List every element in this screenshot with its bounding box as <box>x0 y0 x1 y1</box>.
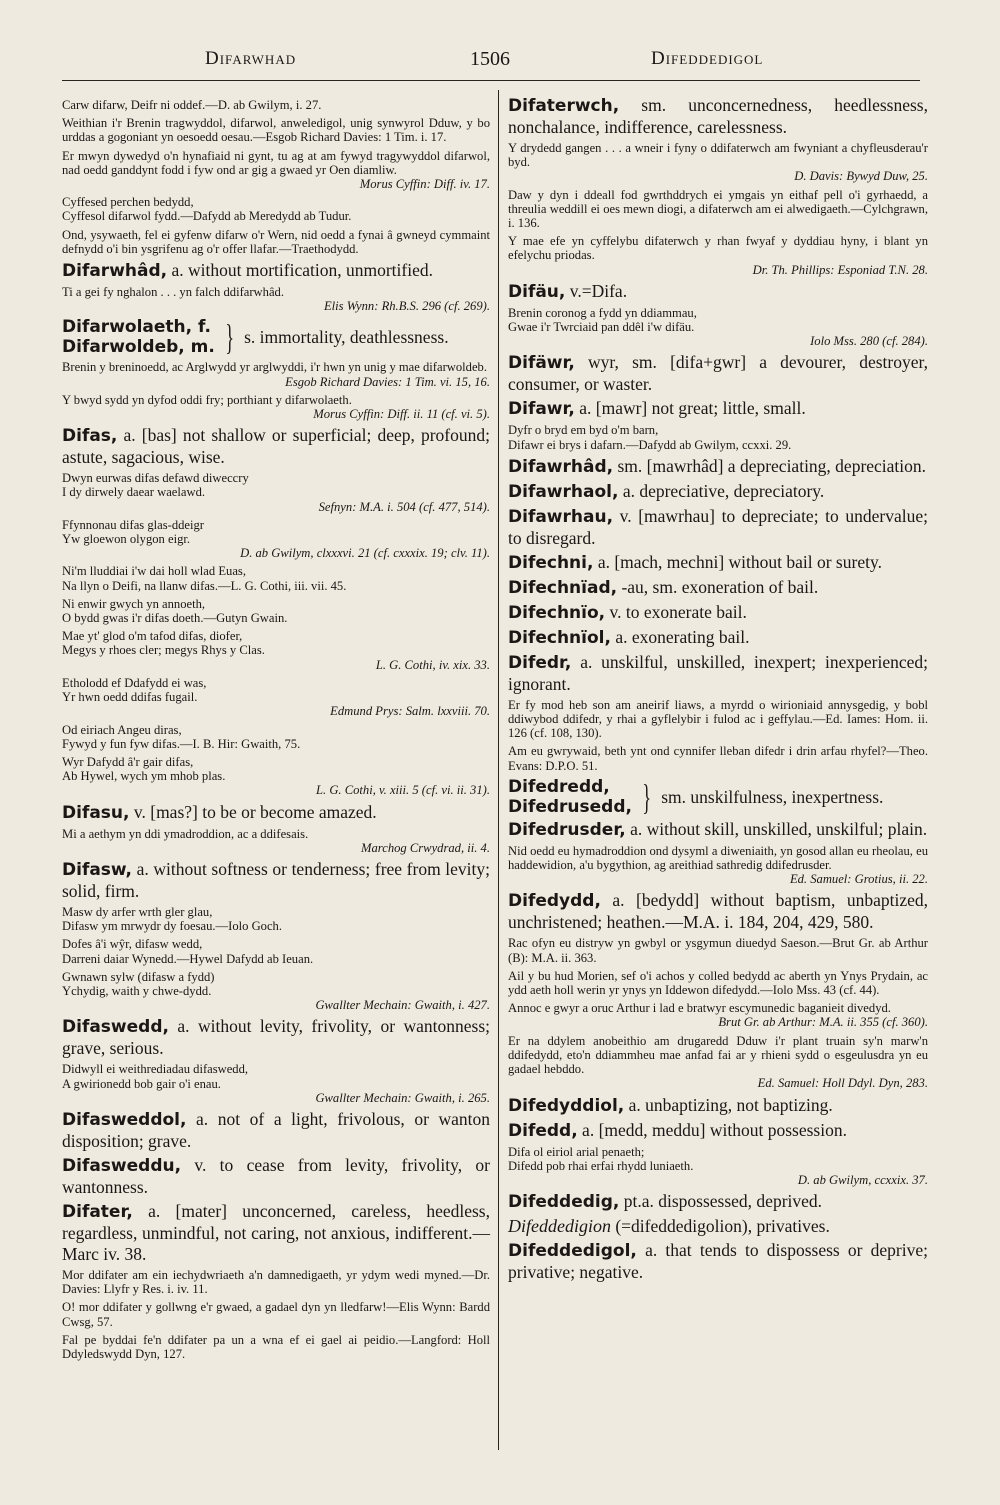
dictionary-entry <box>508 1216 928 1237</box>
quote-line: Am eu gwrywaid, beth ynt ond cynnifer lleban difedr i drin arfau rhyfel?—Theo. Evans: D.P.O. 51. <box>508 744 928 773</box>
entry-definition: s. immortality, deathlessness. <box>244 327 449 348</box>
quote-line: Cyffesed perchen bedydd, <box>62 195 194 210</box>
citation-quote <box>62 393 490 421</box>
entry-headword: Difeddedig, <box>508 1192 620 1213</box>
entry-headword: Difechnïo, <box>508 602 606 623</box>
quote-line: Ychydig, waith y chwe-dydd. <box>62 983 212 998</box>
dictionary-entry <box>508 1095 928 1117</box>
quote-line: Difa ol eiriol arial penaeth; <box>508 1144 645 1159</box>
citation-source: D. ab Gwilym, clxxxvi. 21 (cf. cxxxix. 19; clv. 11). <box>240 546 490 561</box>
entry-definition: v. [mawrhau] to depreciate; to undervalue; to disregard. <box>508 505 928 548</box>
quote-line: Annoc e gwyr a oruc Arthur i lad e bratwyr escymunedic baganieit divedyd. <box>508 1001 891 1016</box>
entry-headword: Difeddedigion <box>508 1216 611 1237</box>
entry-definition: a. without softness or tenderness; free from levity; solid, firm. <box>62 858 490 901</box>
dictionary-entry <box>508 890 928 933</box>
entry-headword: Difasu, <box>62 802 130 823</box>
entry-definition: v. to cease from levity, frivolity, or wantonness. <box>62 1154 490 1197</box>
quote-line: A gwirionedd bob gair o'i enau. <box>62 1076 221 1091</box>
dictionary-entry <box>62 1155 490 1198</box>
dictionary-entry-pair <box>508 777 928 817</box>
quote-line: Y bwyd sydd yn dyfod oddi fry; porthiant y difarwolaeth. <box>62 392 352 407</box>
citation-quote <box>508 936 928 964</box>
quote-line: Ffynnonau difas glas-ddeigr <box>62 517 204 532</box>
dictionary-entry <box>508 627 928 649</box>
dictionary-entry <box>508 819 928 841</box>
citation-quote <box>62 1333 490 1361</box>
entry-definition: a. depreciative, depreciatory. <box>618 480 825 501</box>
citation-source: Ed. Samuel: Grotius, ii. 22. <box>789 872 928 887</box>
dictionary-entry <box>62 802 490 824</box>
citation-quote <box>62 471 490 514</box>
quote-line: Er na ddylem anobeithio am drugaredd Dduw i'r plant truain sy'n marw'n ddifedydd, eto'n ddiammheu mae anfad fai ar y rhieni sydd o esgeulusdra yn eu gadael hebddo. <box>508 1033 928 1077</box>
dictionary-entry <box>508 352 928 395</box>
citation-source: Gwallter Mechain: Gwaith, i. 265. <box>315 1090 490 1105</box>
quote-line: Difawr ei brys i dafarn.—Dafydd ab Gwilym, ccxxi. 29. <box>508 437 792 452</box>
quote-line: Ti a gei fy nghalon . . . yn falch ddifarwhâd. <box>62 285 284 300</box>
quote-line: Mor ddifater am ein iechydwriaeth a'n damnedigaeth, yr ydym wedi myned.—Dr. Davies: Llyfr y Res. i. iv. 11. <box>62 1267 490 1297</box>
entry-definition: a. without mortification, unmortified. <box>167 260 433 281</box>
entry-headword-group <box>508 777 632 817</box>
quote-line: Fywyd y fun fyw difas.—I. B. Hir: Gwaith, 75. <box>62 736 301 751</box>
entry-definition: wyr, sm. [difa+gwr] a devourer, destroyer, consumer, or waster. <box>508 352 928 395</box>
quote-line: Ail y bu hud Morien, sef o'i achos y colled bedydd ac aberth yn Ynys Prydain, ac ydd aeth holl werin yr ynys yn Iddewon difedydd.—Iolo Mss. 43 (cf. 44). <box>508 968 928 998</box>
citation-source: Iolo Mss. 280 (cf. 284). <box>810 334 928 349</box>
quote-line: Ond, ysywaeth, fel ei gyfenw difarw o'r Wern, nid oedd a fynai â gwneyd cymmaint defnydd o'i bin ysgrifenu ag o'r offer llafar.—Traethodydd. <box>62 227 490 256</box>
entry-definition: a. without skill, unskilled, unskilful; plain. <box>625 818 928 839</box>
citation-source: D. Davis: Bywyd Duw, 25. <box>794 169 928 184</box>
citation-source: Edmund Prys: Salm. lxxviii. 70. <box>330 704 490 719</box>
entry-headword: Difarwhâd, <box>62 261 168 282</box>
entry-definition: a. unbaptizing, not baptizing. <box>624 1094 833 1115</box>
quote-line: Dwyn eurwas difas defawd diweccry <box>62 471 249 486</box>
quote-line: Y mae efe yn cyffelybu difaterwch y rhan fwyaf y dyddiau hyny, i blant yn efelychu priodas. <box>508 234 928 263</box>
quote-line: Dofes â'i wŷr, difasw wedd, <box>62 937 203 952</box>
citation-quote <box>508 1145 928 1188</box>
citation-quote <box>62 629 490 672</box>
entry-definition: a. unskilful, unskilled, inexpert; inexperienced; ignorant. <box>508 651 928 694</box>
dictionary-entry <box>62 1109 490 1152</box>
entry-definition: a. [mach, mechni] without bail or surety. <box>593 551 882 572</box>
quote-line: Ab Hywel, wych ym mhob plas. <box>62 769 226 784</box>
quote-line: Nid oedd eu hymadroddion ond dysyml a diweniaith, yn gosod allan eu rheolau, eu haddewidion, a'u bygythion, ag areithiad sathredig ddifedrusder. <box>508 843 928 873</box>
quote-line: Rac ofyn eu distryw yn gwbyl or ysgymun diuedyd Saeson.—Brut Gr. ab Arthur (B): M.A. ii. 363. <box>508 936 928 965</box>
quote-line: Yw gloewon olygon eigr. <box>62 532 191 547</box>
quote-line: Wyr Dafydd â'r gair difas, <box>62 754 194 769</box>
entry-headword: Difater, <box>62 1201 133 1222</box>
quote-line: Fal pe byddai fe'n ddifater pa un a wna ef ei gael ai peidio.—Langford: Holl Ddyledswydd Dyn, 127. <box>62 1332 490 1361</box>
entry-definition: -au, sm. exoneration of bail. <box>617 576 819 597</box>
citation-quote <box>62 937 490 965</box>
citation-quote <box>62 1062 490 1105</box>
entry-headword: Difawr, <box>508 399 575 420</box>
entry-definition: a. not of a light, frivolous, or wanton disposition; grave. <box>62 1108 490 1151</box>
citation-source: L. G. Cothi, v. xiii. 5 (cf. vi. ii. 31). <box>316 783 490 798</box>
citation-quote <box>62 597 490 625</box>
page-number: 1506 <box>470 48 510 70</box>
quote-line: I dy dirwely daear waelawd. <box>62 485 206 500</box>
entry-headword: Difasw, <box>62 859 133 880</box>
dictionary-entry <box>508 95 928 138</box>
dictionary-entry <box>508 1191 928 1213</box>
entry-definition: a. [bedydd] without baptism, unbaptized, unchristened; heathen.—M.A. i. 184, 204, 429, 580. <box>508 890 928 933</box>
entry-definition: a. [medd, meddu] without possession. <box>577 1119 847 1140</box>
citation-source: Marchog Crwydrad, ii. 4. <box>361 840 490 855</box>
entry-definition: v. to exonerate bail. <box>605 601 747 622</box>
entry-headword: Difechnïol, <box>508 627 611 648</box>
dictionary-entry <box>508 1120 928 1142</box>
entry-headword: Difechni, <box>508 552 594 573</box>
quote-line: Dyfr o bryd em byd o'm barn, <box>508 423 659 438</box>
entry-definition: sm. unskilfulness, inexpertness. <box>661 786 884 807</box>
quote-line: Etholodd ef Ddafydd ei was, <box>62 675 207 690</box>
dictionary-entry <box>508 481 928 503</box>
dictionary-entry <box>62 1016 490 1059</box>
right-column <box>508 95 928 1286</box>
citation-source: Dr. Th. Phillips: Esponiad T.N. 28. <box>752 262 928 277</box>
entry-definition: (=difeddedigolion), privatives. <box>610 1216 830 1237</box>
quote-line: Weithian i'r Brenin tragwyddol, difarwol, anweledigol, unig synwyrol Dduw, y bo urddas a gogoniant yn oesoedd oesau.—Esgob Richard Davies: 1 Tim. i. 17. <box>62 116 490 145</box>
citation-quote <box>508 188 928 231</box>
citation-quote <box>62 755 490 798</box>
quote-line: Na llyn o Deifi, na llanw difas.—L. G. Cothi, iii. vii. 45. <box>62 578 347 593</box>
quote-line: Brenin coronog a fydd yn ddiammau, <box>508 305 697 320</box>
dictionary-entry <box>508 577 928 599</box>
citation-source: Brut Gr. ab Arthur: M.A. ii. 355 (cf. 360). <box>718 1015 928 1030</box>
quote-line: Yr hwn oedd ddifas fugail. <box>62 690 198 705</box>
citation-quote <box>62 676 490 719</box>
citation-source: Esgob Richard Davies: 1 Tim. vi. 15, 16. <box>285 374 490 389</box>
quote-line: Brenin y breninoedd, ac Arglwydd yr arglwyddi, i'r hwn yn unig y mae difarwoldeb. <box>62 360 488 375</box>
dictionary-entry <box>508 456 928 478</box>
entry-headword: Difarwoldeb, m. <box>62 337 215 358</box>
citation-source: Gwallter Mechain: Gwaith, i. 427. <box>315 998 490 1013</box>
quote-line: Difedd pob rhai erfai rhydd luniaeth. <box>508 1158 694 1173</box>
quote-line: Darreni daiar Wynedd.—Hywel Dafydd ab Ieuan. <box>62 951 314 966</box>
citation-quote <box>508 744 928 772</box>
dictionary-entry <box>508 652 928 695</box>
entry-headword: Difarwolaeth, f. <box>62 317 211 338</box>
quote-line: Gwae i'r Twrciaid pan ddêl i'w difäu. <box>508 320 695 335</box>
entry-headword: Difedredd, <box>508 776 610 797</box>
quote-line: Carw difarw, Deifr ni oddef.—D. ab Gwilym, i. 27. <box>62 98 322 112</box>
header-rule <box>62 80 920 81</box>
quote-line: Cyffesol difarwol fydd.—Dafydd ab Meredydd ab Tudur. <box>62 209 352 224</box>
entry-definition: pt.a. dispossessed, deprived. <box>619 1191 823 1212</box>
entry-headword: Difaterwch, <box>508 96 620 116</box>
entry-definition: sm. unconcernedness, heedlessness, nonchalance, indifference, carelessness. <box>508 95 928 137</box>
dictionary-entry <box>62 1201 490 1265</box>
citation-quote <box>508 234 928 277</box>
citation-quote <box>62 723 490 751</box>
dictionary-entry <box>508 1240 928 1283</box>
citation-quote <box>508 423 928 451</box>
entry-headword: Difaswedd, <box>62 1017 169 1038</box>
running-head-right: Difeddedigol <box>651 48 764 69</box>
entry-headword: Difedydd, <box>508 891 601 912</box>
brace-glyph: } <box>642 776 651 817</box>
entry-headword: Difeddedigol, <box>508 1241 637 1262</box>
quote-line: O! mor ddifater y gollwng e'r gwaed, a gadael dyn yn lledfarw!—Elis Wynn: Bardd Cwsg, 57. <box>62 1300 490 1329</box>
citation-quote <box>62 1300 490 1328</box>
entry-headword: Difawrhaol, <box>508 481 619 502</box>
citation-quote <box>62 116 490 144</box>
citation-source: L. G. Cothi, iv. xix. 33. <box>375 657 490 672</box>
entry-definition: a. without levity, frivolity, or wantonness; grave, serious. <box>62 1016 490 1059</box>
quote-line: Difasw ym mrwydr dy foesau.—Iolo Goch. <box>62 919 282 934</box>
quote-line: Daw y dyn i ddeall fod gwrthddrych ei ymgais yn eithaf pell o'i gyrhaedd, a threulia weddill ei oes mewn diogi, a difaterwch am ei alwedigaeth.—Cylchgrawn, i. 136. <box>508 187 928 231</box>
quote-line: Er mwyn dywedyd o'n hynafiaid ni gynt, tu ag at am fywyd tragywyddol difarwol, nad oedd ganddynt fodd i fyw ond ar gig a gwaed yr Oen diamliw. <box>62 148 490 177</box>
entry-headword: Difasweddu, <box>62 1155 182 1176</box>
entry-headword: Difawrhau, <box>508 506 614 527</box>
citation-quote <box>508 844 928 887</box>
entry-headword: Difedrusder, <box>508 819 626 840</box>
citation-quote <box>62 195 490 223</box>
quote-line: Y drydedd gangen . . . a wneir i fyny o ddifaterwch am fwyniant a chyfleusderau'r byd. <box>508 141 928 170</box>
citation-source: D. ab Gwilym, ccxxix. 37. <box>797 1172 928 1187</box>
entry-headword: Difas, <box>62 426 118 447</box>
dictionary-entry <box>62 859 490 902</box>
entry-headword: Difäwr, <box>508 353 575 374</box>
dictionary-entry <box>508 506 928 549</box>
entry-definition: a. [mawr] not great; little, small. <box>574 398 806 419</box>
citation-quote <box>62 98 490 112</box>
citation-quote <box>508 969 928 997</box>
entry-headword: Difedrusedd, <box>508 796 632 817</box>
entry-definition: a. exonerating bail. <box>610 626 750 647</box>
citation-quote <box>62 518 490 561</box>
quote-line: Megys y rhoes cler; megys Rhys y Clas. <box>62 643 265 658</box>
brace-glyph: } <box>225 317 234 358</box>
entry-headword-group <box>62 317 215 357</box>
quote-line: Ni enwir gwych yn annoeth, <box>62 596 206 611</box>
quote-line: Didwyll ei weithrediadau difaswedd, <box>62 1062 249 1077</box>
quote-line: Mae yt' glod o'm tafod difas, diofer, <box>62 629 243 644</box>
dictionary-entry-pair <box>62 317 490 357</box>
entry-definition: v. [mas?] to be or become amazed. <box>129 801 377 822</box>
dictionary-entry <box>508 281 928 303</box>
citation-quote <box>508 306 928 349</box>
citation-quote <box>62 360 490 388</box>
citation-quote <box>62 149 490 192</box>
quote-line: O bydd gwas i'r difas doeth.—Gutyn Gwain. <box>62 611 288 626</box>
entry-definition: a. that tends to dispossess or deprive; privative; negative. <box>508 1240 928 1283</box>
citation-source: Elis Wynn: Rh.B.S. 296 (cf. 269). <box>323 299 490 314</box>
citation-source: Ed. Samuel: Holl Ddyl. Dyn, 283. <box>757 1076 928 1091</box>
citation-quote <box>62 970 490 1013</box>
entry-definition: v.=Difa. <box>565 280 628 301</box>
quote-line: Mi a aethym yn ddi ymadroddion, ac a ddifesais. <box>62 826 309 841</box>
entry-definition: sm. [mawrhâd] a depreciating, depreciation. <box>613 455 927 476</box>
entry-headword: Difechnïad, <box>508 577 618 598</box>
citation-source: Morus Cyffin: Diff. iv. 17. <box>359 177 490 192</box>
citation-quote <box>62 228 490 256</box>
left-column <box>62 95 490 1365</box>
entry-headword: Difedd, <box>508 1120 578 1141</box>
quote-line: Od eiriach Angeu diras, <box>62 722 182 737</box>
citation-quote <box>62 905 490 933</box>
dictionary-entry <box>508 552 928 574</box>
citation-quote <box>62 827 490 855</box>
entry-definition: a. [mater] unconcerned, careless, heedless, regardless, unmindful, not caring, not anxious, indifferent.—Marc iv. 38. <box>62 1200 490 1264</box>
citation-quote <box>508 141 928 184</box>
quote-line: Gwnawn sylw (difasw a fydd) <box>62 969 215 984</box>
dictionary-entry <box>508 602 928 624</box>
citation-source: Sefnyn: M.A. i. 504 (cf. 477, 514). <box>318 499 490 514</box>
citation-quote <box>62 1268 490 1296</box>
quote-line: Er fy mod heb son am aneirif liaws, a myrdd o wirioniaid annysgedig, y bobl ddiwybod ddifedr, y rhai a gyflelybir i fulod ac i geffylau.—Ed. Iames: Hom. ii. 126 (cf. 108, 130). <box>508 697 928 741</box>
dictionary-entry <box>62 260 490 282</box>
entry-headword: Difäu, <box>508 281 566 302</box>
citation-quote <box>508 1034 928 1091</box>
entry-definition: a. [bas] not shallow or superficial; deep, profound; astute, sagacious, wise. <box>62 425 490 468</box>
quote-line: Ni'm lluddiai i'w dai holl wlad Euas, <box>62 564 246 579</box>
column-divider <box>498 90 499 1450</box>
dictionary-entry <box>62 425 490 468</box>
entry-headword: Difedr, <box>508 652 572 673</box>
entry-headword: Difasweddol, <box>62 1109 187 1130</box>
citation-quote <box>62 564 490 592</box>
citation-quote <box>508 698 928 741</box>
running-head-left: Difarwhad <box>205 48 297 69</box>
quote-line: Masw dy arfer wrth gler glau, <box>62 904 213 919</box>
entry-headword: Difawrhâd, <box>508 456 614 477</box>
citation-quote <box>62 285 490 313</box>
citation-quote <box>508 1001 928 1029</box>
dictionary-entry <box>508 398 928 420</box>
entry-headword: Difedyddiol, <box>508 1095 625 1116</box>
citation-source: Morus Cyffin: Diff. ii. 11 (cf. vi. 5). <box>313 407 490 422</box>
